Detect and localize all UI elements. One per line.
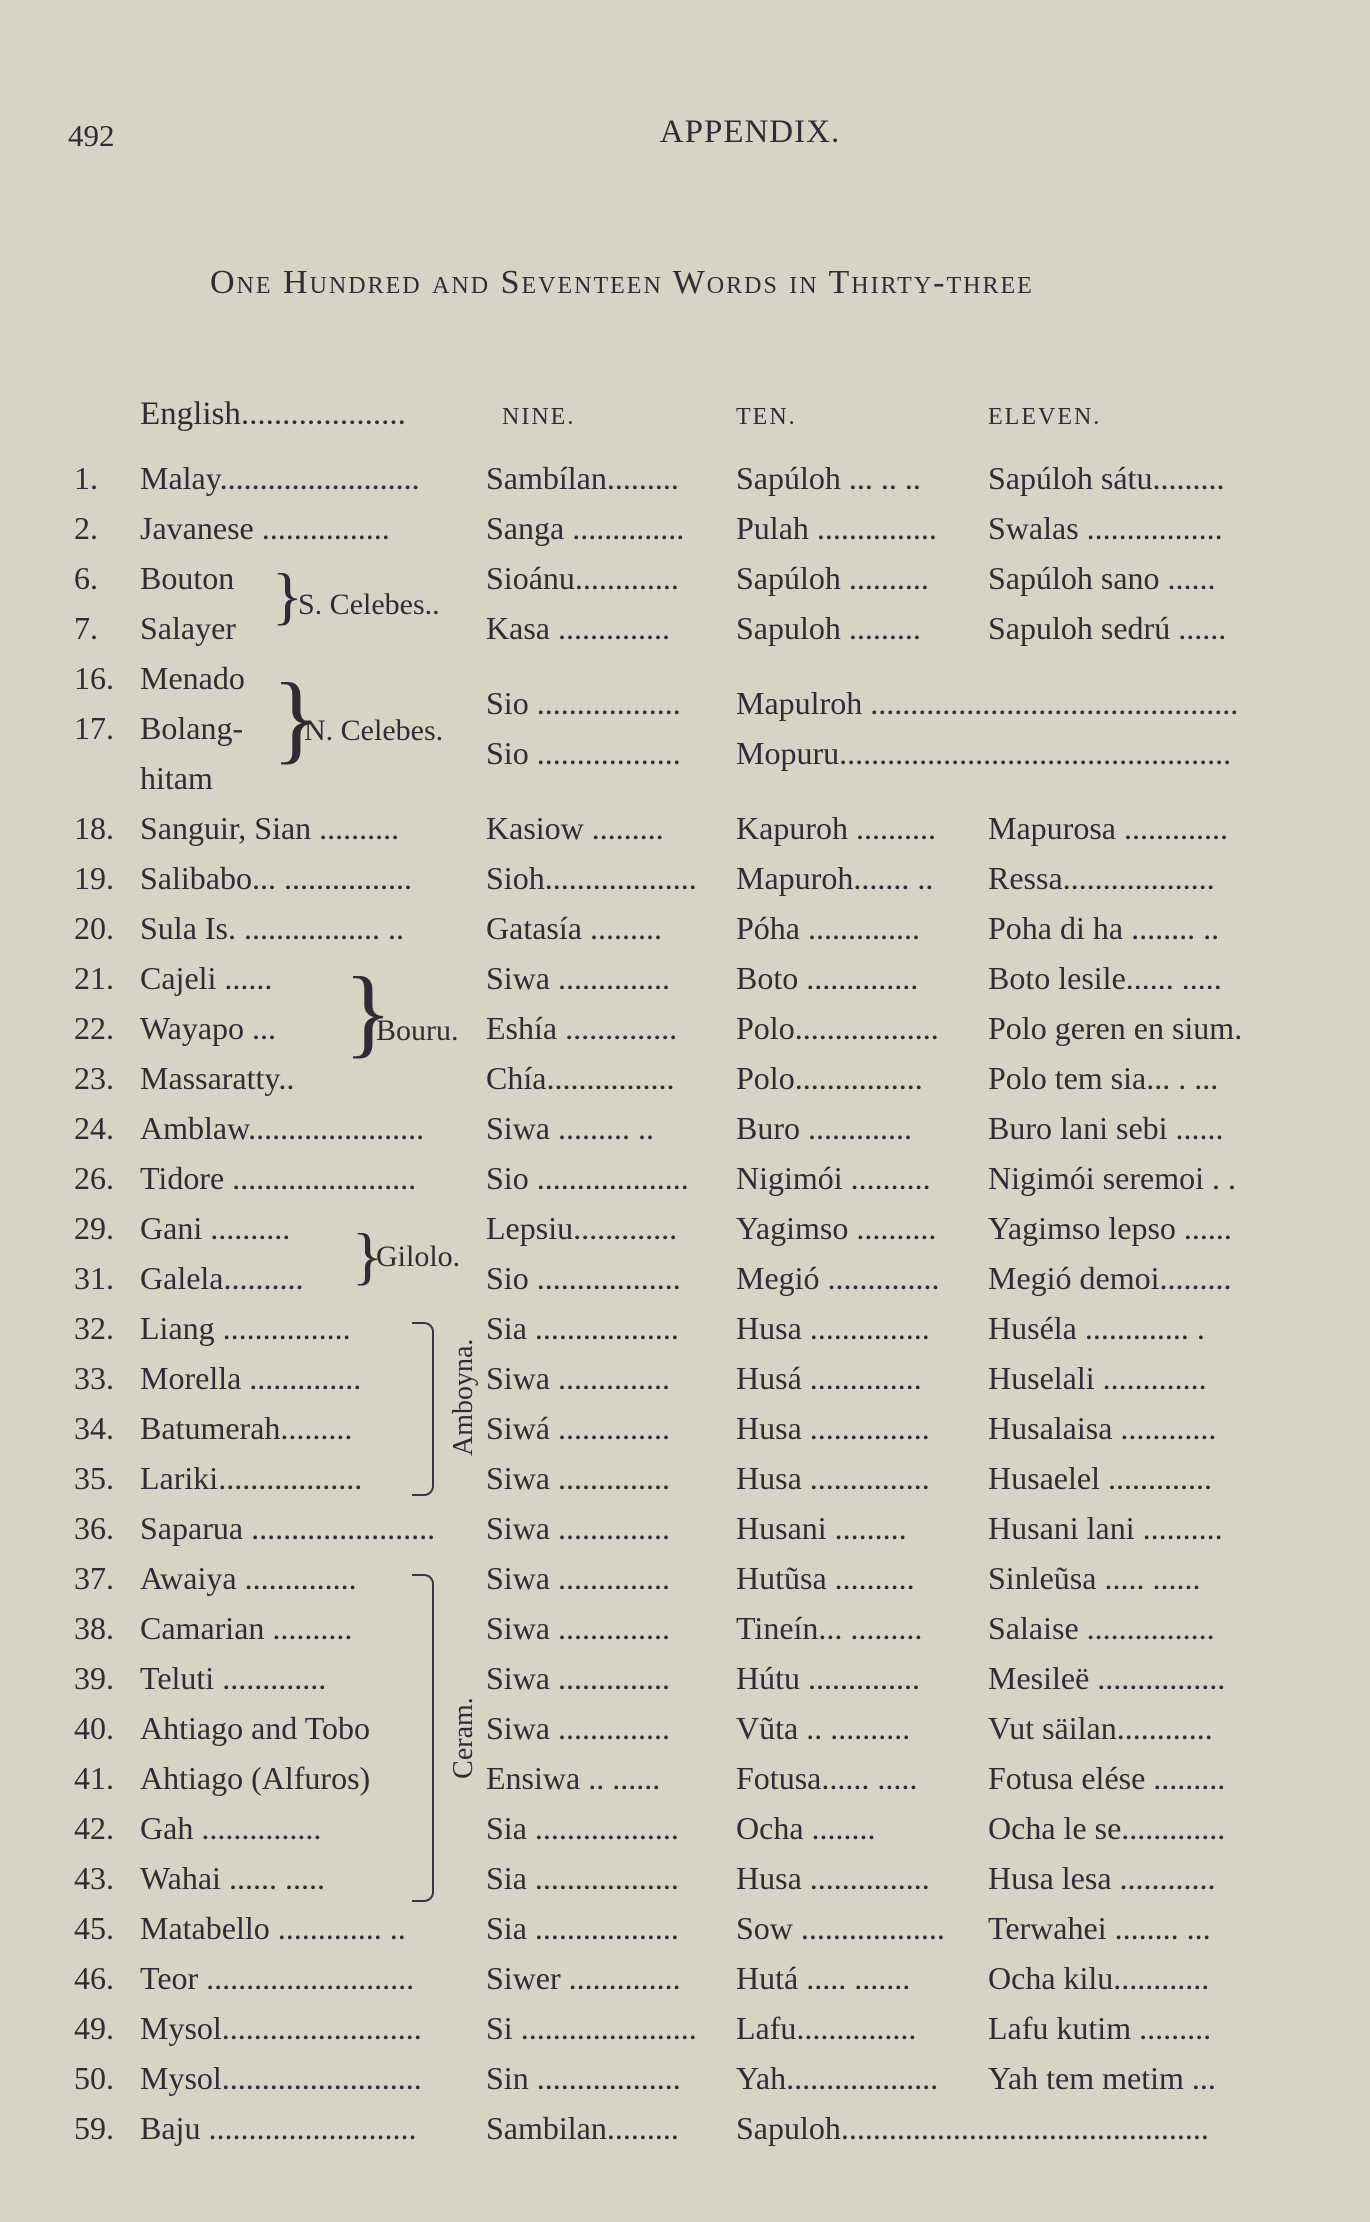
group-label-ceram: Ceram. [448, 1697, 479, 1779]
row-number: 43. [74, 1860, 114, 1896]
word-eleven: Mesileë ................ [988, 1660, 1226, 1696]
language-name: Mysol......................... [140, 2060, 422, 2096]
language-name: Amblaw...................... [140, 1110, 425, 1146]
language-name: Bouton [140, 560, 235, 596]
word-eleven: Sapuloh sedrú ...... [988, 610, 1227, 646]
table-row [0, 1860, 1370, 1910]
word-nine: Sia .................. [486, 1860, 679, 1896]
word-ten: Husa ............... [736, 1410, 930, 1446]
table-row [0, 960, 1370, 1010]
word-ten: Ocha ........ [736, 1810, 876, 1846]
table-row [0, 1010, 1370, 1060]
row-number: 29. [74, 1210, 114, 1246]
word-eleven: Vut säilan............ [988, 1710, 1213, 1746]
language-name: Batumerah......... [140, 1410, 353, 1446]
row-number: 21. [74, 960, 114, 996]
word-nine: Sio .................. [486, 1260, 681, 1296]
word-eleven: Mapurosa ............. [988, 810, 1228, 846]
word-eleven: Ocha kilu............ [988, 1960, 1210, 1996]
word-nine: Siwa .............. [486, 1510, 670, 1546]
word-eleven: Terwahei ........ ... [988, 1910, 1211, 1946]
row-number: 24. [74, 1110, 114, 1146]
row-number: 18. [74, 810, 114, 846]
row-number: 49. [74, 2010, 114, 2046]
table-row [0, 510, 1370, 560]
word-nine: Sanga .............. [486, 510, 685, 546]
row-number: 34. [74, 1410, 114, 1446]
row-number: 16. [74, 660, 114, 696]
word-ten: Póha .............. [736, 910, 920, 946]
word-nine: Sioánu............. [486, 560, 679, 596]
word-ten: Kapuroh .......... [736, 810, 936, 846]
table-row [0, 1360, 1370, 1410]
word-ten: Sapúloh ... .. .. [736, 460, 921, 496]
word-ten: Vũta .. .......... [736, 1710, 911, 1746]
word-nine: Siwa .............. [486, 960, 670, 996]
word-ten: Mopuru................................................. [736, 735, 1232, 771]
word-eleven: Poha di ha ........ .. [988, 910, 1220, 946]
language-name: Mysol......................... [140, 2010, 422, 2046]
table-row [0, 1210, 1370, 1260]
group-label-gilolo: Gilolo. [376, 1240, 461, 1273]
word-eleven: Huséla ............. . [988, 1310, 1205, 1346]
language-name: Matabello ............. .. [140, 1910, 406, 1946]
word-nine: Siwa .............. [486, 1560, 670, 1596]
word-nine: Siwa .............. [486, 1360, 670, 1396]
row-number: 19. [74, 860, 114, 896]
row-number: 39. [74, 1660, 114, 1696]
word-eleven: Yah tem metim ... [988, 2060, 1216, 2096]
table-row [0, 1160, 1370, 1210]
word-eleven: Huselali ............. [988, 1360, 1207, 1396]
language-name: Javanese ................ [140, 510, 390, 546]
row-number: 7. [74, 610, 98, 646]
brace-bouru: } [344, 956, 392, 1067]
word-eleven: Boto lesile...... ..... [988, 960, 1222, 996]
page-number: 492 [68, 118, 115, 153]
word-ten: Tineín... ......... [736, 1610, 923, 1646]
group-label-n-celebes: N. Celebes. [304, 714, 444, 747]
table-row [0, 760, 1370, 810]
row-number: 36. [74, 1510, 114, 1546]
word-nine: Sia .................. [486, 1910, 679, 1946]
language-name: Sanguir, Sian .......... [140, 810, 400, 846]
column-header-eleven: ELEVEN. [988, 404, 1102, 430]
word-nine: Sioh................... [486, 860, 697, 896]
word-ten: Polo.................. [736, 1010, 939, 1046]
table-row [0, 1660, 1370, 1710]
word-eleven: Husalaisa ............ [988, 1410, 1217, 1446]
word-ten: Nigimói .......... [736, 1160, 931, 1196]
language-name: Salayer [140, 610, 236, 646]
word-ten: Hútu .............. [736, 1660, 920, 1696]
word-nine: Kasiow ......... [486, 810, 664, 846]
language-name: Morella .............. [140, 1360, 362, 1396]
word-nine: Sio .................. [486, 685, 681, 721]
row-number: 22. [74, 1010, 114, 1046]
word-nine: Sio ................... [486, 1160, 689, 1196]
word-eleven: Sinleũsa ..... ...... [988, 1560, 1201, 1596]
word-nine: Sia .................. [486, 1310, 679, 1346]
group-label-amboyna: Amboyna. [448, 1338, 479, 1456]
language-name: Teor .......................... [140, 1960, 415, 1996]
group-label-s-celebes: S. Celebes.. [298, 588, 440, 621]
word-nine: Eshía .............. [486, 1010, 678, 1046]
word-ten: Husa ............... [736, 1860, 930, 1896]
word-eleven: Sapúloh sano ...... [988, 560, 1216, 596]
row-number: 46. [74, 1960, 114, 1996]
word-eleven: Salaise ................ [988, 1610, 1215, 1646]
language-name: Galela.......... [140, 1260, 304, 1296]
row-number: 20. [74, 910, 114, 946]
language-name: Liang ................ [140, 1310, 351, 1346]
table-row [0, 1460, 1370, 1510]
word-nine: Sambilan......... [486, 2110, 679, 2146]
word-ten: Mapuroh....... .. [736, 860, 934, 896]
word-nine: Si ...................... [486, 2010, 697, 2046]
word-nine: Siwa .............. [486, 1710, 670, 1746]
word-nine: Lepsiu............. [486, 1210, 678, 1246]
word-nine: Siwa ......... .. [486, 1110, 654, 1146]
word-ten: Yagimso .......... [736, 1210, 937, 1246]
language-name: Sula Is. ................. .. [140, 910, 404, 946]
word-eleven: Polo tem sia... . ... [988, 1060, 1219, 1096]
table-row [0, 1710, 1370, 1760]
word-ten: Husá .............. [736, 1360, 922, 1396]
language-name: Wayapo ... [140, 1010, 277, 1046]
table-row [0, 2060, 1370, 2110]
table-row [0, 1310, 1370, 1360]
brace-gilolo: } [352, 1220, 383, 1291]
word-eleven: Nigimói seremoi . . [988, 1160, 1236, 1196]
word-eleven: Husaelel ............. [988, 1460, 1212, 1496]
row-number: 32. [74, 1310, 114, 1346]
language-name: hitam [140, 760, 213, 796]
word-ten: Mapulroh .............................................. [736, 685, 1239, 721]
table-row [0, 1410, 1370, 1460]
column-header-ten: TEN. [736, 404, 797, 430]
table-row [0, 1510, 1370, 1560]
table-row [0, 2110, 1370, 2160]
row-number: 41. [74, 1760, 114, 1796]
language-name: Gah ............... [140, 1810, 322, 1846]
table-row [0, 860, 1370, 910]
table-row [0, 610, 1370, 660]
language-name: Ahtiago and Tobo [140, 1710, 371, 1746]
language-name: Teluti ............. [140, 1660, 327, 1696]
column-header-english: English.................... [140, 396, 406, 432]
word-eleven: Swalas ................. [988, 510, 1223, 546]
word-nine: Siwa .............. [486, 1460, 670, 1496]
word-ten: Hutũsa .......... [736, 1560, 915, 1596]
column-header-nine: NINE. [502, 404, 576, 430]
table-title: One Hundred and Seventeen Words in Thirty-three [210, 264, 1034, 301]
word-ten: Fotusa...... ..... [736, 1760, 918, 1796]
word-ten: Boto .............. [736, 960, 919, 996]
word-ten: Yah................... [736, 2060, 939, 2096]
row-number: 23. [74, 1060, 114, 1096]
word-ten: Sapuloh.............................................. [736, 2110, 1209, 2146]
row-number: 50. [74, 2060, 114, 2096]
word-eleven: Sapúloh sátu......... [988, 460, 1225, 496]
word-eleven: Yagimso lepso ...... [988, 1210, 1232, 1246]
row-number: 17. [74, 710, 114, 746]
language-name: Saparua ....................... [140, 1510, 436, 1546]
word-ten: Husa ............... [736, 1310, 930, 1346]
word-eleven: Megió demoi......... [988, 1260, 1232, 1296]
word-nine: Siwa .............. [486, 1660, 670, 1696]
language-name: Awaiya .............. [140, 1560, 357, 1596]
table-row [0, 1760, 1370, 1810]
row-number: 33. [74, 1360, 114, 1396]
table-row [0, 1810, 1370, 1860]
table-row [0, 810, 1370, 860]
word-ten: Husa ............... [736, 1460, 930, 1496]
language-name: Baju .......................... [140, 2110, 417, 2146]
table-row [0, 1610, 1370, 1660]
table-row [0, 1260, 1370, 1310]
row-number: 6. [74, 560, 98, 596]
language-name: Lariki.................. [140, 1460, 363, 1496]
language-name: Malay......................... [140, 460, 420, 496]
word-nine: Siwer .............. [486, 1960, 681, 1996]
word-nine: Ensiwa .. ...... [486, 1760, 661, 1796]
word-ten: Polo................ [736, 1060, 923, 1096]
table-row [0, 460, 1370, 510]
row-number: 31. [74, 1260, 114, 1296]
language-name: Menado [140, 660, 245, 696]
row-number: 35. [74, 1460, 114, 1496]
word-nine: Sambílan......... [486, 460, 679, 496]
language-name: Gani .......... [140, 1210, 291, 1246]
word-ten: Sapúloh .......... [736, 560, 929, 596]
row-number: 26. [74, 1160, 114, 1196]
word-ten: Sow .................. [736, 1910, 945, 1946]
word-ten: Megió .............. [736, 1260, 940, 1296]
table-row [0, 560, 1370, 610]
language-name: Cajeli ...... [140, 960, 273, 996]
word-ten: Pulah ............... [736, 510, 937, 546]
word-nine: Kasa .............. [486, 610, 670, 646]
group-label-bouru: Bouru. [376, 1014, 459, 1047]
row-number: 45. [74, 1910, 114, 1946]
row-number: 1. [74, 460, 98, 496]
word-ten: Hutá ..... ....... [736, 1960, 911, 1996]
bracket-amboyna [412, 1322, 434, 1496]
row-number: 38. [74, 1610, 114, 1646]
row-number: 42. [74, 1810, 114, 1846]
language-name: Salibabo... ................ [140, 860, 412, 896]
language-name: Massaratty.. [140, 1060, 295, 1096]
language-name: Wahai ...... ..... [140, 1860, 325, 1896]
word-nine: Gatasía ......... [486, 910, 662, 946]
word-nine: Siwá .............. [486, 1410, 670, 1446]
word-eleven: Husa lesa ............ [988, 1860, 1216, 1896]
word-nine: Chía................ [486, 1060, 675, 1096]
table-row [0, 1910, 1370, 1960]
word-nine: Siwa .............. [486, 1610, 670, 1646]
brace-n-celebes: } [272, 662, 320, 773]
row-number: 37. [74, 1560, 114, 1596]
language-name: Ahtiago (Alfuros) [140, 1760, 371, 1796]
language-name: Camarian .......... [140, 1610, 353, 1646]
word-nine: Sio .................. [486, 735, 681, 771]
word-ten: Husani ......... [736, 1510, 907, 1546]
word-eleven: Lafu kutim ......... [988, 2010, 1212, 2046]
row-number: 2. [74, 510, 98, 546]
word-ten: Lafu............... [736, 2010, 917, 2046]
word-nine: Sin .................. [486, 2060, 681, 2096]
language-name: Tidore ....................... [140, 1160, 417, 1196]
word-eleven: Ressa................... [988, 860, 1215, 896]
row-number: 40. [74, 1710, 114, 1746]
table-row [0, 910, 1370, 960]
table-row [0, 1560, 1370, 1610]
word-ten: Buro ............. [736, 1110, 912, 1146]
word-eleven: Polo geren en sium. [988, 1010, 1243, 1046]
running-head: APPENDIX. [659, 114, 841, 150]
word-ten: Sapuloh ......... [736, 610, 921, 646]
row-number: 59. [74, 2110, 114, 2146]
table-row [0, 2010, 1370, 2060]
word-eleven: Fotusa elése ......... [988, 1760, 1226, 1796]
brace-s-celebes: } [272, 560, 303, 631]
word-eleven: Husani lani .......... [988, 1510, 1223, 1546]
bracket-ceram [412, 1574, 434, 1902]
language-name: Bolang- [140, 710, 244, 746]
table-row [0, 1110, 1370, 1160]
word-nine: Sia .................. [486, 1810, 679, 1846]
word-eleven: Buro lani sebi ...... [988, 1110, 1224, 1146]
table-row [0, 1960, 1370, 2010]
table-row [0, 1060, 1370, 1110]
word-eleven: Ocha le se............. [988, 1810, 1226, 1846]
